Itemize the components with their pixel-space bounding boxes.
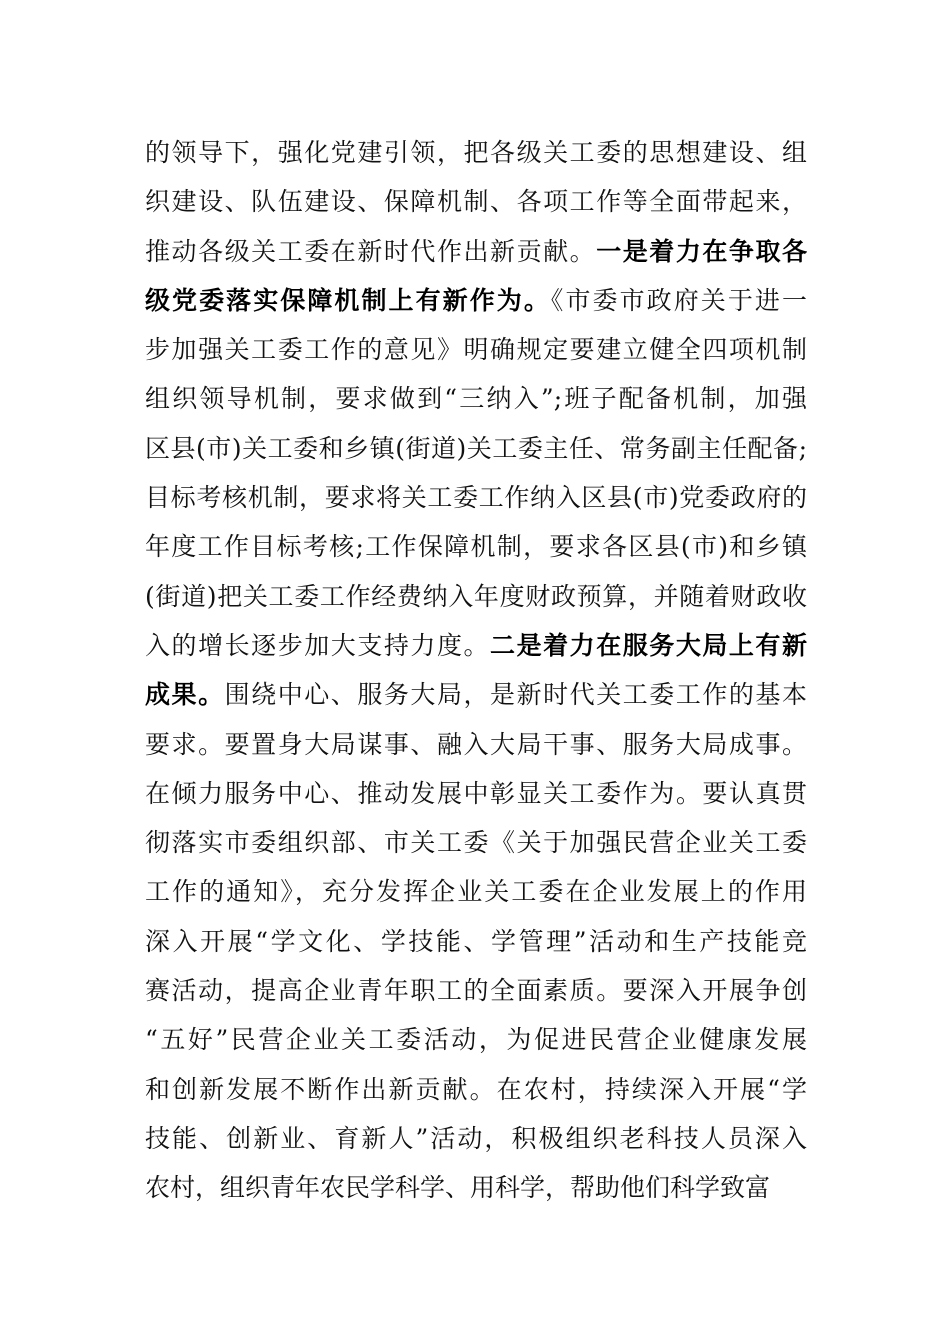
text-segment: 工作的通知》，充分发挥企业关工委在企业发展上的作用 [145,877,807,907]
text-line [145,720,807,769]
text-segment: 深入开展“学文化、学技能、学管理”活动和生产技能竞 [145,926,807,956]
text-segment: 农村，组织青年农民学科学、用科学，帮助他们科学致富 [145,1173,771,1203]
bold-text-segment: 二是着力在服务大局上有新 [490,630,807,660]
text-segment: 组织领导机制，要求做到“三纳入”;班子配备机制，加强 [145,384,807,414]
text-line [145,670,807,719]
text-line [145,128,807,177]
text-segment: 织建设、队伍建设、保障机制、各项工作等全面带起来， [145,187,807,217]
text-segment: 在倾力服务中心、推动发展中彰显关工委作为。要认真贯 [145,778,807,808]
text-line [145,227,807,276]
text-segment: (街道)把关工委工作经费纳入年度财政预算，并随着财政收 [145,581,807,611]
text-segment: 《市委市政府关于进一 [550,285,807,315]
text-segment: 推动各级关工委在新时代作出新贡献。 [145,236,597,266]
text-segment: 赛活动，提高企业青年职工的全面素质。要深入开展争创 [145,976,807,1006]
text-segment: 入的增长逐步加大支持力度。 [145,630,491,660]
text-line [145,325,807,374]
text-segment: 区县(市)关工委和乡镇(街道)关工委主任、常务副主任配备; [145,433,807,463]
text-segment: 围绕中心、服务大局，是新时代关工委工作的基本 [224,680,807,710]
text-segment: 年度工作目标考核;工作保障机制，要求各区县(市)和乡镇 [145,532,807,562]
text-line [145,522,807,571]
body-text [145,128,807,1213]
text-segment: 彻落实市委组织部、市关工委《关于加强民营企业关工委 [145,828,807,858]
text-segment: 目标考核机制，要求将关工委工作纳入区县(市)党委政府的 [145,483,807,513]
text-line [145,966,807,1015]
text-line [145,1015,807,1064]
bold-text-segment: 成果。 [145,680,225,710]
text-segment: 要求。要置身大局谋事、融入大局干事、服务大局成事。 [145,729,807,759]
text-segment: 步加强关工委工作的意见》明确规定要建立健全四项机制 [145,335,807,365]
text-line [145,1114,807,1163]
text-line [145,621,807,670]
text-line [145,424,807,473]
text-line [145,276,807,325]
text-line [145,818,807,867]
text-line [145,1065,807,1114]
text-line [145,769,807,818]
text-segment: 技能、创新业、育新人”活动，积极组织老科技人员深入 [145,1123,807,1153]
text-line [145,572,807,621]
text-line [145,374,807,423]
text-line [145,867,807,916]
text-line [145,917,807,966]
text-line [145,473,807,522]
text-line [145,1163,807,1212]
bold-text-segment: 级党委落实保障机制上有新作为。 [145,285,551,315]
bold-text-segment: 一是着力在争取各 [596,236,807,266]
text-segment: 和创新发展不断作出新贡献。在农村，持续深入开展“学 [145,1074,807,1104]
text-line [145,177,807,226]
text-segment: “五好”民营企业关工委活动，为促进民营企业健康发展 [145,1025,807,1055]
text-segment: 的领导下，强化党建引领，把各级关工委的思想建设、组 [145,138,807,167]
